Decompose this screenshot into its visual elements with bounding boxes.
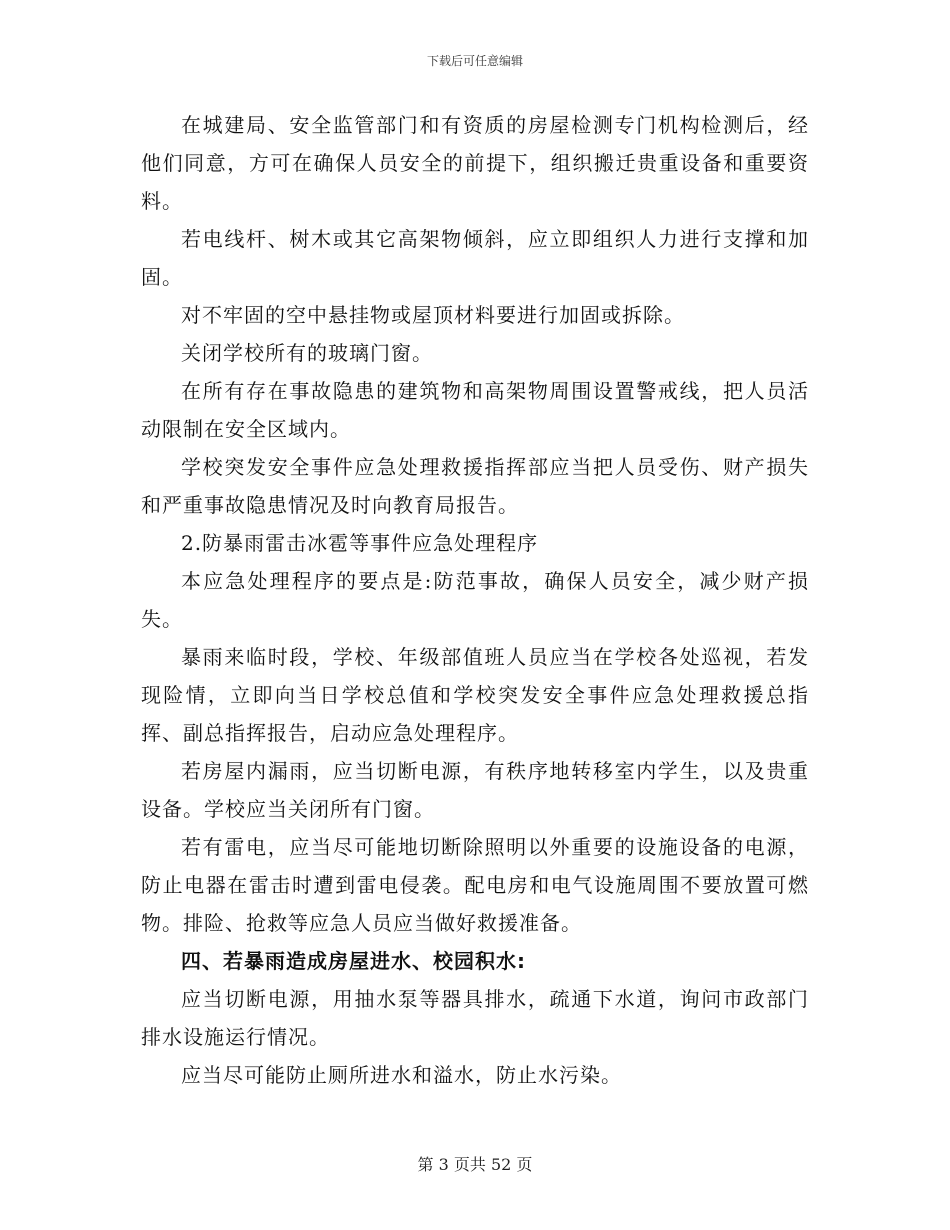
paragraph: 学校突发安全事件应急处理救援指挥部应当把人员受伤、财产损失和严重事故隐患情况及时向教育局报告。 [141,455,809,517]
paragraph: 若房屋内漏雨，应当切断电源，有秩序地转移室内学生，以及贵重设备。学校应当关闭所有门窗。 [141,759,809,821]
section-subheading: 2.防暴雨雷击冰雹等事件应急处理程序 [181,531,539,555]
paragraph: 关闭学校所有的玻璃门窗。 [181,341,433,365]
paragraph: 对不牢固的空中悬挂物或屋顶材料要进行加固或拆除。 [181,303,685,327]
page-number: 第 3 页共 52 页 [417,1155,533,1174]
paragraph: 在所有存在事故隐患的建筑物和高架物周围设置警戒线，把人员活动限制在安全区域内。 [141,379,809,441]
paragraph: 本应急处理程序的要点是:防范事故，确保人员安全，减少财产损失。 [141,569,809,631]
paragraph: 在城建局、安全监管部门和有资质的房屋检测专门机构检测后，经他们同意，方可在确保人员安全的前提下，组织搬迁贵重设备和重要资料。 [141,113,809,213]
section-heading: 四、若暴雨造成房屋进水、校园积水: [181,949,526,973]
paragraph: 应当切断电源，用抽水泵等器具排水，疏通下水道，询问市政部门排水设施运行情况。 [141,987,809,1049]
paragraph: 暴雨来临时段，学校、年级部值班人员应当在学校各处巡视，若发现险情，立即向当日学校总值和学校突发安全事件应急处理救援总指挥、副总指挥报告，启动应急处理程序。 [141,645,809,745]
paragraph: 若电线杆、树木或其它高架物倾斜，应立即组织人力进行支撑和加固。 [141,227,809,289]
paragraph: 若有雷电，应当尽可能地切断除照明以外重要的设施设备的电源，防止电器在雷击时遭到雷电侵袭。配电房和电气设施周围不要放置可燃物。排险、抢救等应急人员应当做好救援准备。 [141,835,809,935]
document-body [141,106,809,1094]
page-header: 下载后可任意编辑 [426,54,523,68]
paragraph: 应当尽可能防止厕所进水和溢水，防止水污染。 [181,1063,622,1087]
